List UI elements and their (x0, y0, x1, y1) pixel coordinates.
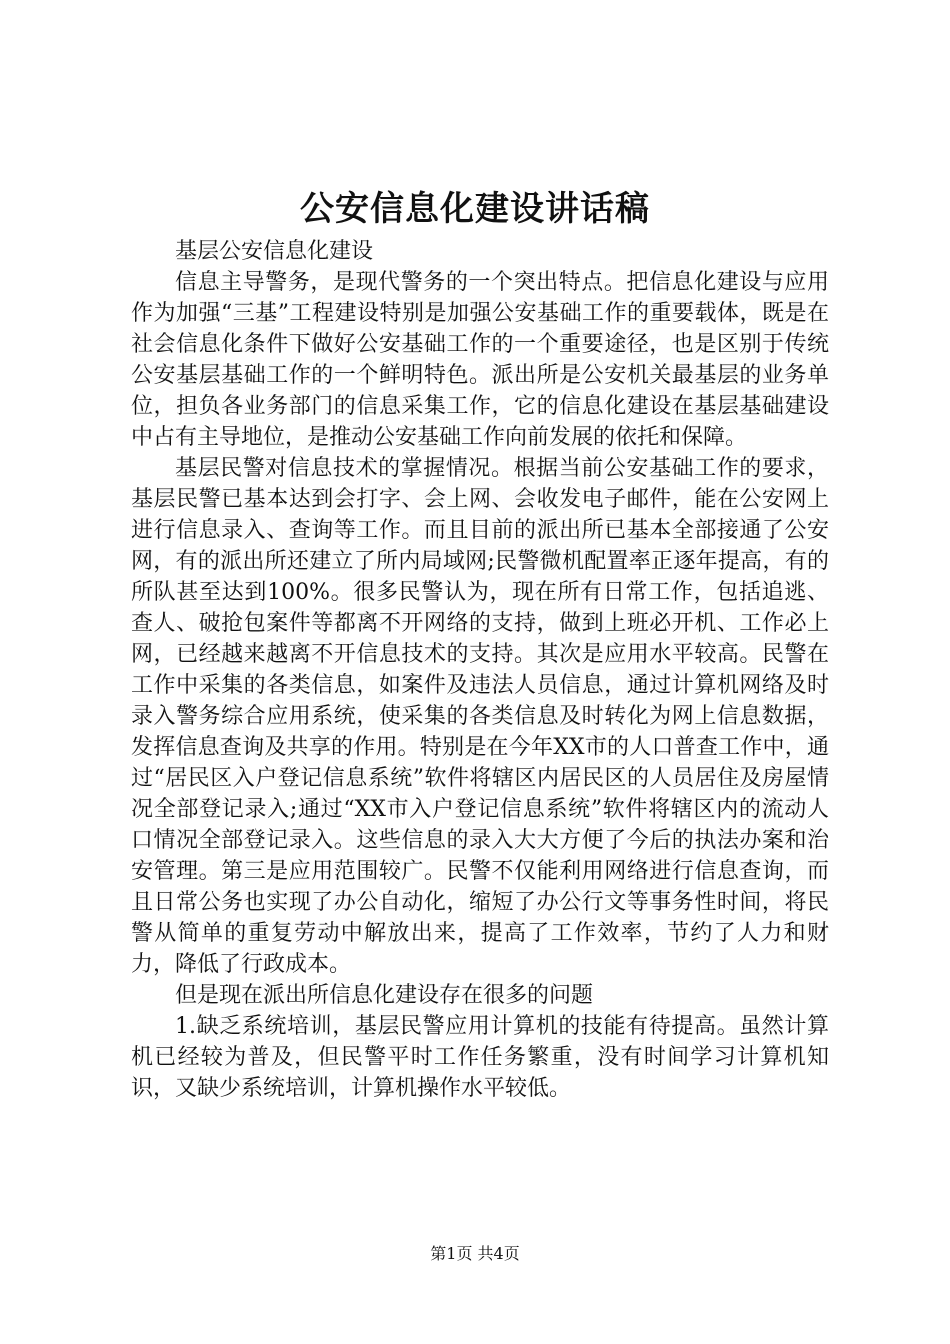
document-title: 公安信息化建设讲话稿 (300, 189, 650, 229)
paragraph: 基层民警对信息技术的掌握情况。根据当前公安基础工作的要求，基层民警已基本达到会打字、会上网、会收发电子邮件，能在公安网上进行信息录入、查询等工作。而且目前的派出所已基本全部接通了公安网，有的派出所还建立了所内局域网;民警微机配置率正逐年提高，有的所队甚至达到100%。很多民警认为，现在所有日常工作，包括追逃、查人、破抢包案件等都离不开网络的支持，做到上班必开机、工作必上网，已经越来越离不开信息技术的支持。其次是应用水平较高。民警在工作中采集的各类信息，如案件及违法人员信息，通过计算机网络及时录入警务综合应用系统，使采集的各类信息及时转化为网上信息数据，发挥信息查询及共享的作用。特别是在今年XX市的人口普查工作中，通过“居民区入户登记信息系统”软件将辖区内居民区的人员居住及房屋情况全部登记录入;通过“XX市入户登记信息系统”软件将辖区内的流动人口情况全部登记录入。这些信息的录入大大方便了今后的执法办案和治安管理。第三是应用范围较广。民警不仅能利用网络进行信息查询，而且日常公务也实现了办公自动化，缩短了办公行文等事务性时间，将民警从简单的重复劳动中解放出来，提高了工作效率，节约了人力和财力，降低了行政成本。 (131, 456, 829, 977)
page-number-footer: 第1页 共4页 (430, 1244, 520, 1263)
paragraph: 1.缺乏系统培训，基层民警应用计算机的技能有待提高。虽然计算机已经较为普及，但民警平时工作任务繁重，没有时间学习计算机知识，又缺少系统培训，计算机操作水平较低。 (131, 1014, 829, 1101)
paragraph: 但是现在派出所信息化建设存在很多的问题 (175, 983, 594, 1008)
document-body (131, 236, 829, 1104)
paragraph-heading: 基层公安信息化建设 (175, 239, 374, 264)
paragraph: 信息主导警务，是现代警务的一个突出特点。把信息化建设与应用作为加强“三基”工程建设特别是加强公安基础工作的重要载体，既是在社会信息化条件下做好公安基础工作的一个重要途径，也是区别于传统公安基层基础工作的一个鲜明特色。派出所是公安机关最基层的业务单位，担负各业务部门的信息采集工作，它的信息化建设在基层基础建设中占有主导地位，是推动公安基础工作向前发展的依托和保障。 (131, 270, 829, 450)
